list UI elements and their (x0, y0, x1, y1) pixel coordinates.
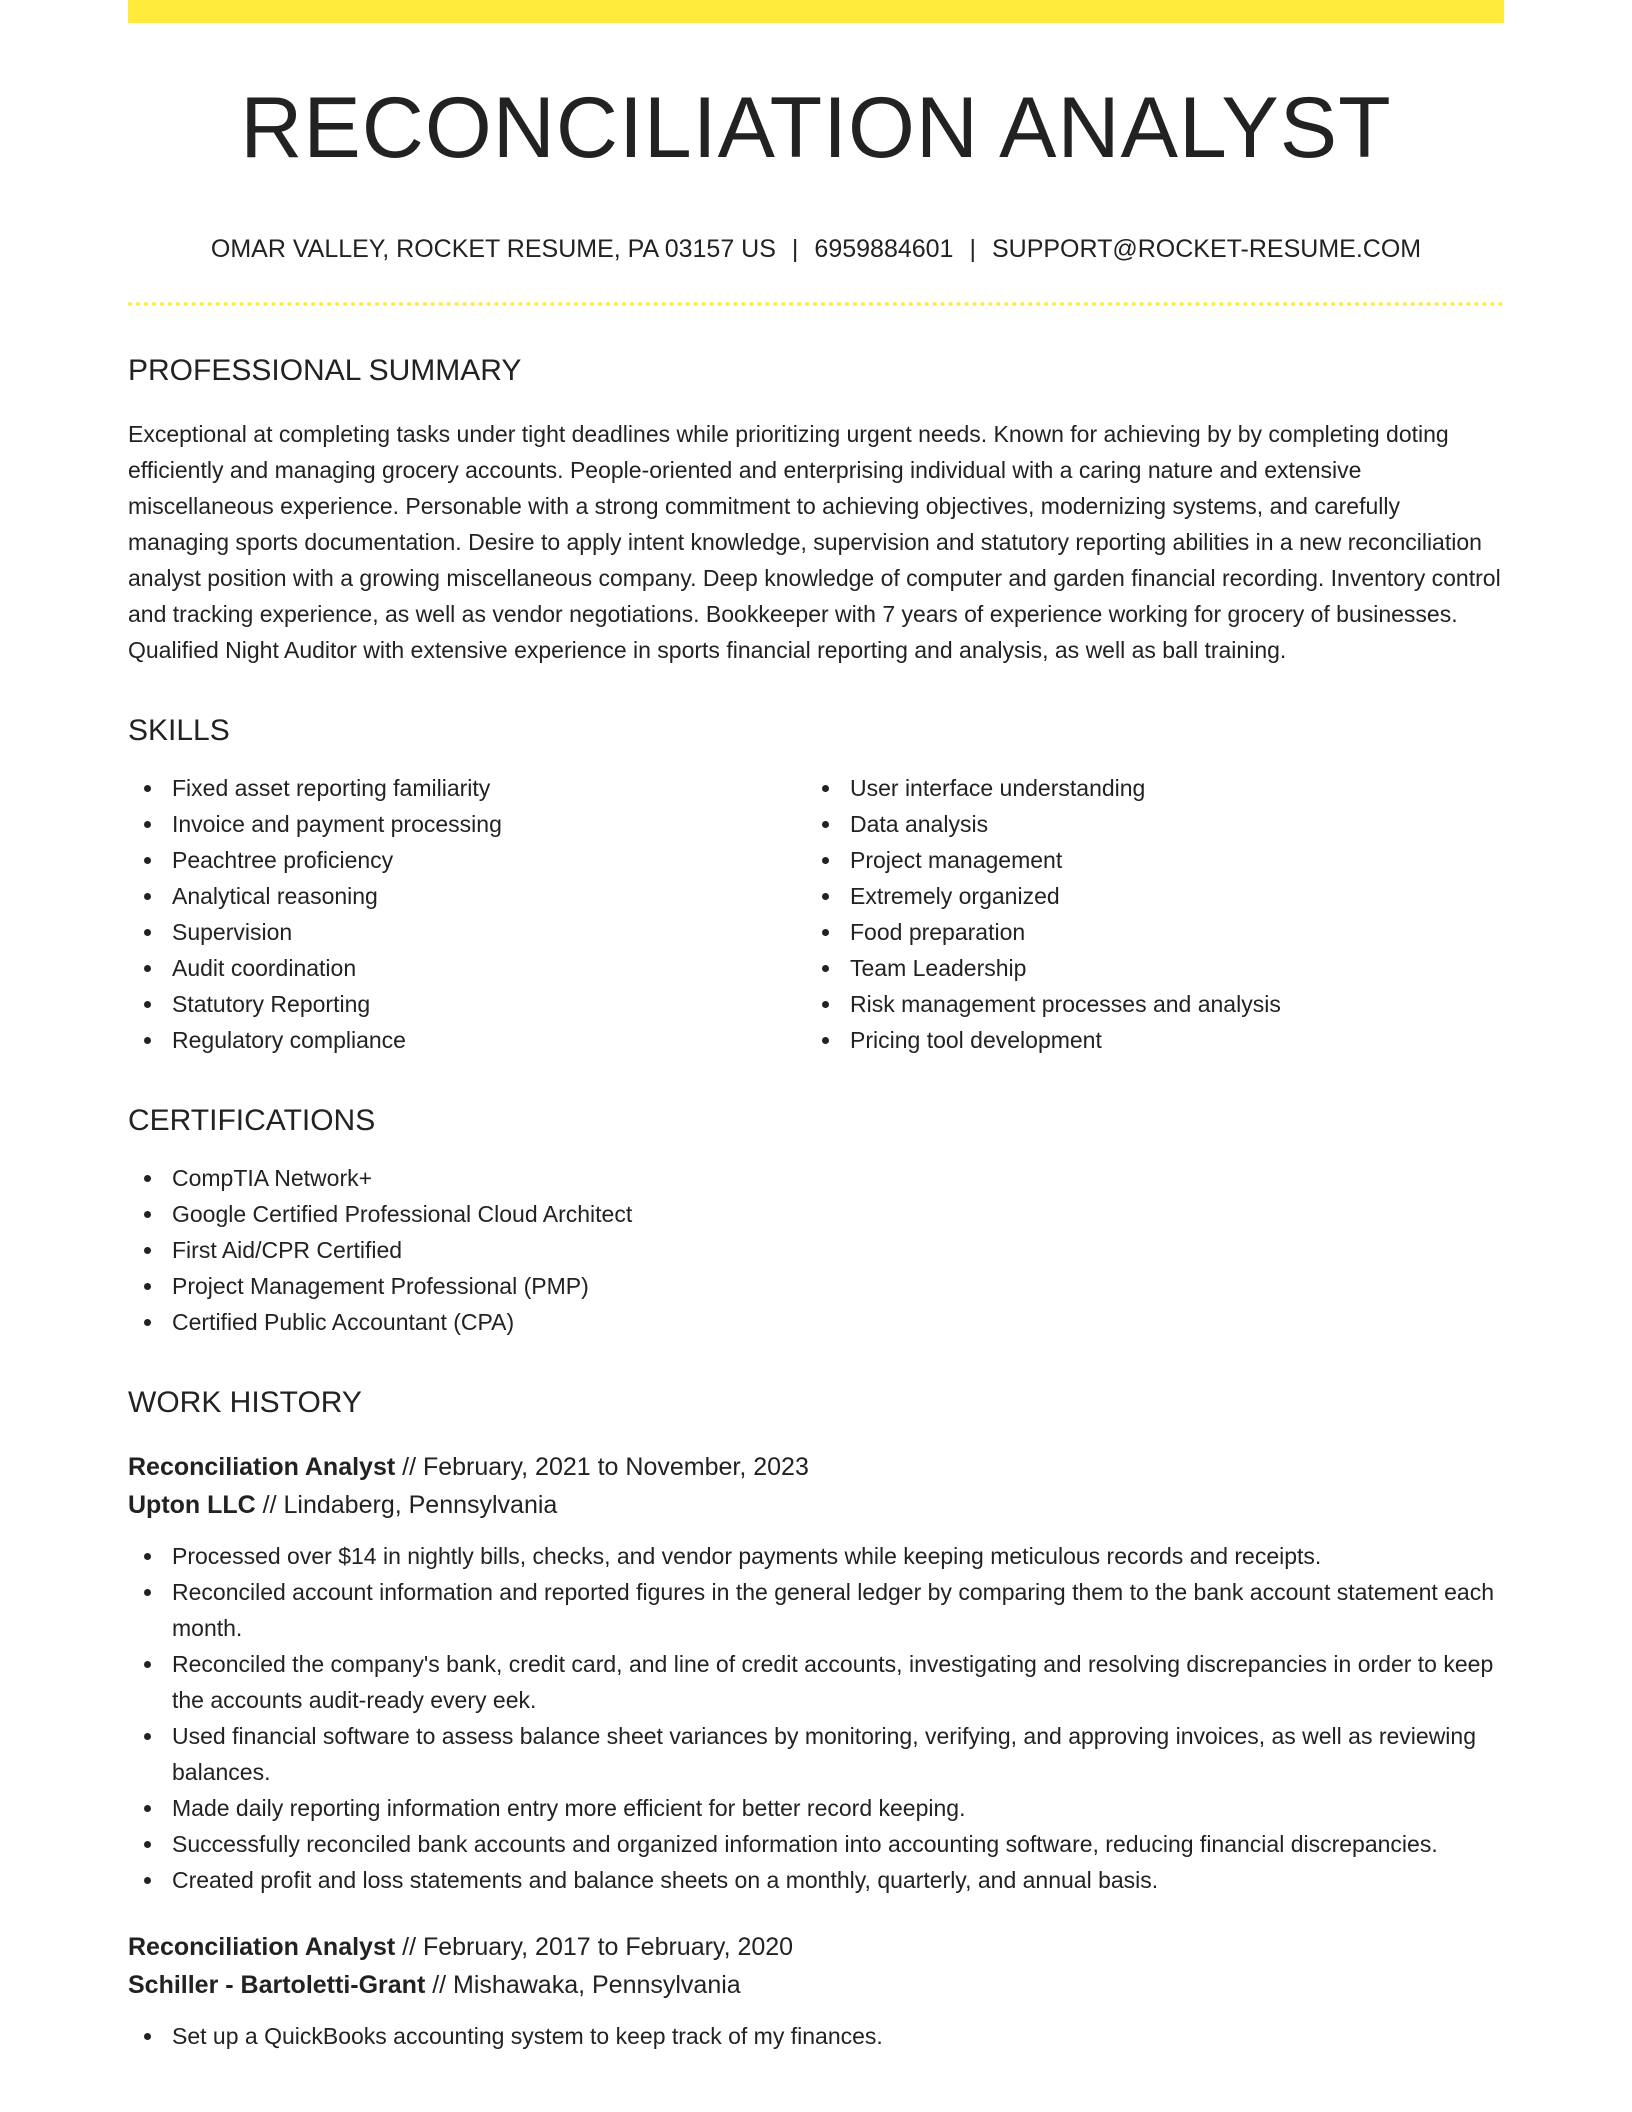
job-entry (128, 1448, 1504, 1898)
job-duties-list (128, 1538, 1504, 1898)
skill-item: Peachtree proficiency (128, 842, 806, 878)
job-dates: // February, 2017 to February, 2020 (395, 1933, 794, 1961)
job-duty: Successfully reconciled bank accounts and organized information into accounting software, reducing financial discrepancies. (128, 1826, 1504, 1862)
certifications-list (128, 1160, 1504, 1340)
skill-item: Supervision (128, 914, 806, 950)
skill-item: User interface understanding (806, 770, 1484, 806)
certification-item: CompTIA Network+ (128, 1160, 1504, 1196)
job-company-line (128, 1486, 1504, 1524)
skill-item: Extremely organized (806, 878, 1484, 914)
skill-item: Audit coordination (128, 950, 806, 986)
job-company: Schiller - Bartoletti-Grant (128, 1971, 426, 1999)
job-location: // Lindaberg, Pennsylvania (255, 1491, 558, 1519)
contact-separator: | (791, 235, 799, 263)
job-duty: Used financial software to assess balance sheet variances by monitoring, verifying, and approving invoices, as well as reviewing balances. (128, 1718, 1504, 1790)
summary-text: Exceptional at completing tasks under tight deadlines while prioritizing urgent needs. Known for achieving by by completing doting efficiently and managing grocery accounts. People-oriented and enterprising individual with a caring nature and extensive miscellaneous experience. Personable with a strong commitment to achieving objectives, modernizing systems, and carefully managing sports documentation. Desire to apply intent knowledge, supervision and statutory reporting abilities in a new reconciliation analyst position with a growing miscellaneous company. Deep knowledge of computer and garden financial recording. Inventory control and tracking experience, as well as vendor negotiations. Bookkeeper with 7 years of experience working for grocery of businesses. Qualified Night Auditor with extensive experience in sports financial reporting and analysis, as well as ball training. (128, 421, 1501, 663)
contact-line (128, 237, 1504, 262)
certifications-heading: CERTIFICATIONS (128, 1104, 376, 1137)
resume-page (128, 0, 1504, 2054)
skill-item: Team Leadership (806, 950, 1484, 986)
skill-item: Fixed asset reporting familiarity (128, 770, 806, 806)
skills-left-list (128, 770, 806, 1058)
job-company: Upton LLC (128, 1491, 256, 1519)
job-entry (128, 1928, 1504, 2054)
skill-item: Data analysis (806, 806, 1484, 842)
certification-item: Certified Public Accountant (CPA) (128, 1304, 1504, 1340)
certification-item: Project Management Professional (PMP) (128, 1268, 1504, 1304)
resume-title: RECONCILIATION ANALYST (240, 80, 1392, 176)
job-company-line (128, 1966, 1504, 2004)
job-role-line (128, 1448, 1504, 1486)
skill-item: Analytical reasoning (128, 878, 806, 914)
skills-left-column (128, 770, 806, 1058)
job-duty: Reconciled account information and reported figures in the general ledger by comparing them to the bank account statement each month. (128, 1574, 1504, 1646)
contact-address: OMAR VALLEY, ROCKET RESUME, PA 03157 US (210, 235, 776, 263)
skill-item: Statutory Reporting (128, 986, 806, 1022)
skill-item: Project management (806, 842, 1484, 878)
job-role-line (128, 1928, 1504, 1966)
contact-phone: 6959884601 (814, 235, 954, 263)
skills-heading: SKILLS (128, 714, 230, 747)
summary-heading: PROFESSIONAL SUMMARY (128, 354, 522, 387)
certification-item: First Aid/CPR Certified (128, 1232, 1504, 1268)
skill-item: Risk management processes and analysis (806, 986, 1484, 1022)
job-duty: Set up a QuickBooks accounting system to keep track of my finances. (128, 2018, 1504, 2054)
contact-separator: | (969, 235, 976, 263)
skill-item: Regulatory compliance (128, 1022, 806, 1058)
job-duties-list (128, 2018, 1504, 2054)
skills-right-column (806, 770, 1484, 1058)
contact-email: SUPPORT@ROCKET-RESUME.COM (991, 235, 1422, 263)
dotted-divider (128, 302, 1504, 306)
job-duty: Reconciled the company's bank, credit card, and line of credit accounts, investigating and resolving discrepancies in order to keep the accounts audit-ready every eek. (128, 1646, 1504, 1718)
skill-item: Invoice and payment processing (128, 806, 806, 842)
accent-bar (128, 0, 1504, 23)
job-duty: Processed over $14 in nightly bills, checks, and vendor payments while keeping meticulous records and receipts. (128, 1538, 1504, 1574)
skills-right-list (806, 770, 1484, 1058)
skill-item: Pricing tool development (806, 1022, 1484, 1058)
job-role: Reconciliation Analyst (128, 1933, 396, 1961)
job-duty: Created profit and loss statements and balance sheets on a monthly, quarterly, and annual basis. (128, 1862, 1504, 1898)
skills-columns (128, 770, 1504, 1058)
skill-item: Food preparation (806, 914, 1484, 950)
job-location: // Mishawaka, Pennsylvania (425, 1971, 741, 1999)
job-role: Reconciliation Analyst (128, 1453, 396, 1481)
job-duty: Made daily reporting information entry more efficient for better record keeping. (128, 1790, 1504, 1826)
certification-item: Google Certified Professional Cloud Architect (128, 1196, 1504, 1232)
job-dates: // February, 2021 to November, 2023 (395, 1453, 809, 1481)
work-history-heading: WORK HISTORY (128, 1386, 362, 1419)
